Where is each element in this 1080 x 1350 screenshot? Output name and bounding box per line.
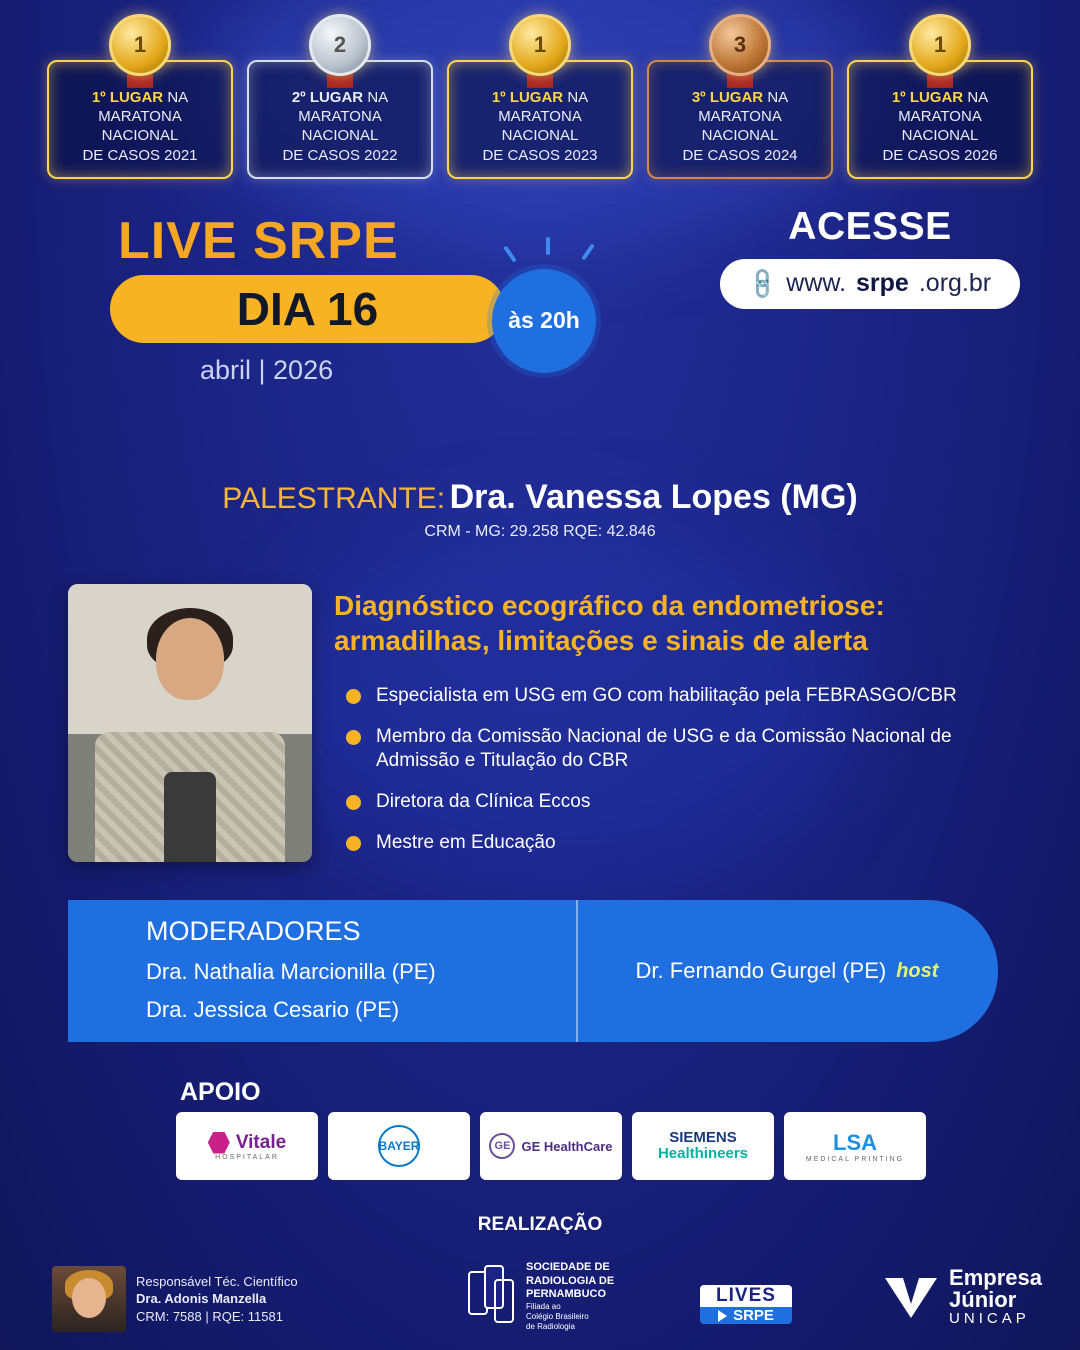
lives-badge xyxy=(700,1285,792,1324)
sponsor-logo-vitale xyxy=(176,1112,318,1180)
speaker-name: Dra. Vanessa Lopes (MG) xyxy=(449,478,858,516)
list-item: Mestre em Educação xyxy=(334,831,1034,856)
award-na: NA xyxy=(767,89,789,106)
bayer-cross-icon xyxy=(378,1125,420,1167)
access-label: ACESSE xyxy=(788,204,952,248)
award-line4: DE CASOS 2023 xyxy=(482,146,598,164)
host-block xyxy=(576,900,996,1042)
vitale-hex-icon xyxy=(208,1132,230,1154)
sponsor-logo-ge xyxy=(480,1112,622,1180)
support-logos xyxy=(176,1112,926,1180)
award-line4: DE CASOS 2024 xyxy=(682,146,798,164)
sponsor-name: BAYER xyxy=(378,1138,420,1153)
moderator-name: Dra. Nathalia Marcionilla (PE) xyxy=(146,959,436,984)
website-link[interactable] xyxy=(720,259,1020,309)
award-line2: MARATONA xyxy=(298,108,382,126)
award-na: NA xyxy=(967,89,989,106)
award-line3: NACIONAL xyxy=(101,127,179,145)
speaker-row xyxy=(0,478,1080,541)
sponsor-name: LSA xyxy=(833,1129,877,1155)
host-name: Dr. Fernando Gurgel (PE) xyxy=(635,958,887,983)
sponsor-name: GE HealthCare xyxy=(521,1138,613,1154)
award-line2: MARATONA xyxy=(898,108,982,126)
medal-icon: 3 xyxy=(709,14,771,76)
sponsor-name: Vitale xyxy=(235,1131,287,1153)
responsible-crm: CRM: 7588 | RQE: 11581 xyxy=(136,1308,283,1324)
sponsor-subtitle: HOSPITALAR xyxy=(215,1153,279,1161)
srpe-line5: Colégio Brasileiro xyxy=(526,1312,589,1321)
award-position: 1º LUGAR xyxy=(491,89,564,106)
responsible-role: Responsável Téc. Científico xyxy=(136,1273,298,1289)
srpe-line3: PERNAMBUCO xyxy=(526,1288,607,1301)
responsible-name: Dra. Adonis Manzella xyxy=(136,1291,267,1307)
lives-title: LIVES xyxy=(700,1285,792,1307)
moderator-name: Dra. Jessica Cesario (PE) xyxy=(146,997,400,1022)
award-na: NA xyxy=(167,89,189,106)
award-na: NA xyxy=(367,89,389,106)
ge-monogram-icon: GE xyxy=(489,1133,515,1159)
talk-title xyxy=(334,588,1034,658)
host-badge: host xyxy=(896,959,939,982)
award-badge xyxy=(647,18,833,179)
award-line4: DE CASOS 2026 xyxy=(882,146,998,164)
award-badge xyxy=(847,18,1033,179)
ej-line3: UNICAP xyxy=(949,1310,1030,1327)
support-label: APOIO xyxy=(180,1078,261,1106)
srpe-line1: SOCIEDADE DE xyxy=(526,1260,610,1273)
access-block xyxy=(720,205,1020,309)
empresa-junior-icon xyxy=(883,1274,939,1320)
speaker-label: PALESTRANTE: xyxy=(222,482,446,515)
award-line2: MARATONA xyxy=(98,108,182,126)
award-line4: DE CASOS 2022 xyxy=(282,146,398,164)
sponsor-logo-lsa xyxy=(784,1112,926,1180)
award-position: 3º LUGAR xyxy=(691,89,764,106)
talk-title-line2: armadilhas, limitações e sinais de alerta xyxy=(334,625,868,656)
ej-line2: Júnior xyxy=(949,1287,1017,1312)
award-badge xyxy=(447,18,633,179)
awards-strip xyxy=(0,0,1080,179)
lives-brand: SRPE xyxy=(733,1307,774,1324)
award-line3: NACIONAL xyxy=(901,127,979,145)
talk-block xyxy=(334,588,1034,871)
medal-icon: 1 xyxy=(109,14,171,76)
medal-icon: 2 xyxy=(309,14,371,76)
empresa-junior-block xyxy=(883,1267,1042,1326)
award-position: 2º LUGAR xyxy=(291,89,364,106)
speaker-credentials-list xyxy=(334,684,1034,855)
sponsor-subtitle: MEDICAL PRINTING xyxy=(805,1155,905,1163)
award-line3: NACIONAL xyxy=(701,127,779,145)
sponsor-logo-siemens xyxy=(632,1112,774,1180)
award-line4: DE CASOS 2021 xyxy=(82,146,198,164)
award-badge xyxy=(47,18,233,179)
event-day-pill: DIA 16 xyxy=(110,275,505,343)
list-item: Membro da Comissão Nacional de USG e da Comissão Nacional de Admissão e Titulação do CBR xyxy=(334,725,1034,774)
sponsor-subtitle: Healthineers xyxy=(657,1145,749,1162)
srpe-logo-icon xyxy=(468,1265,516,1327)
award-na: NA xyxy=(567,89,589,106)
award-line2: MARATONA xyxy=(698,108,782,126)
award-line2: MARATONA xyxy=(498,108,582,126)
url-prefix: www. xyxy=(786,269,847,298)
event-month-year: abril | 2026 xyxy=(200,354,334,385)
speaker-photo xyxy=(68,584,312,862)
lives-subtitle xyxy=(700,1307,792,1324)
award-line3: NACIONAL xyxy=(301,127,379,145)
link-icon: 🔗 xyxy=(743,264,781,302)
srpe-logo-block xyxy=(468,1261,614,1332)
medal-icon: 1 xyxy=(509,14,571,76)
live-title: LIVE SRPE xyxy=(118,211,399,270)
spark-icon xyxy=(546,237,550,255)
ej-line1: Empresa xyxy=(949,1265,1042,1290)
srpe-line4: Filiada ao xyxy=(526,1302,561,1311)
list-item: Especialista em USG em GO com habilitação pela FEBRASGO/CBR xyxy=(334,684,1034,709)
award-position: 1º LUGAR xyxy=(891,89,964,106)
medal-icon: 1 xyxy=(909,14,971,76)
spark-icon xyxy=(503,245,517,262)
play-icon xyxy=(718,1310,727,1322)
url-suffix: .org.br xyxy=(918,269,992,298)
event-time-badge: às 20h xyxy=(492,269,596,373)
talk-title-line1: Diagnóstico ecográfico da endometriose: xyxy=(334,590,885,621)
responsible-block xyxy=(52,1266,298,1332)
responsible-photo xyxy=(52,1266,126,1332)
sponsor-logo-bayer xyxy=(328,1112,470,1180)
award-line3: NACIONAL xyxy=(501,127,579,145)
list-item: Diretora da Clínica Eccos xyxy=(334,790,1034,815)
realization-label: REALIZAÇÃO xyxy=(477,1214,603,1235)
award-position: 1º LUGAR xyxy=(91,89,164,106)
hero-section xyxy=(0,179,1080,385)
speaker-crm: CRM - MG: 29.258 RQE: 42.846 xyxy=(424,523,656,540)
moderators-title: MODERADORES xyxy=(146,916,361,946)
spark-icon xyxy=(581,243,595,260)
award-badge xyxy=(247,18,433,179)
moderators-panel xyxy=(68,900,998,1042)
url-brand: srpe xyxy=(856,269,909,298)
srpe-line6: de Radiologia xyxy=(526,1322,575,1331)
srpe-line2: RADIOLOGIA DE xyxy=(526,1274,615,1287)
sponsor-name: SIEMENS xyxy=(669,1128,737,1146)
